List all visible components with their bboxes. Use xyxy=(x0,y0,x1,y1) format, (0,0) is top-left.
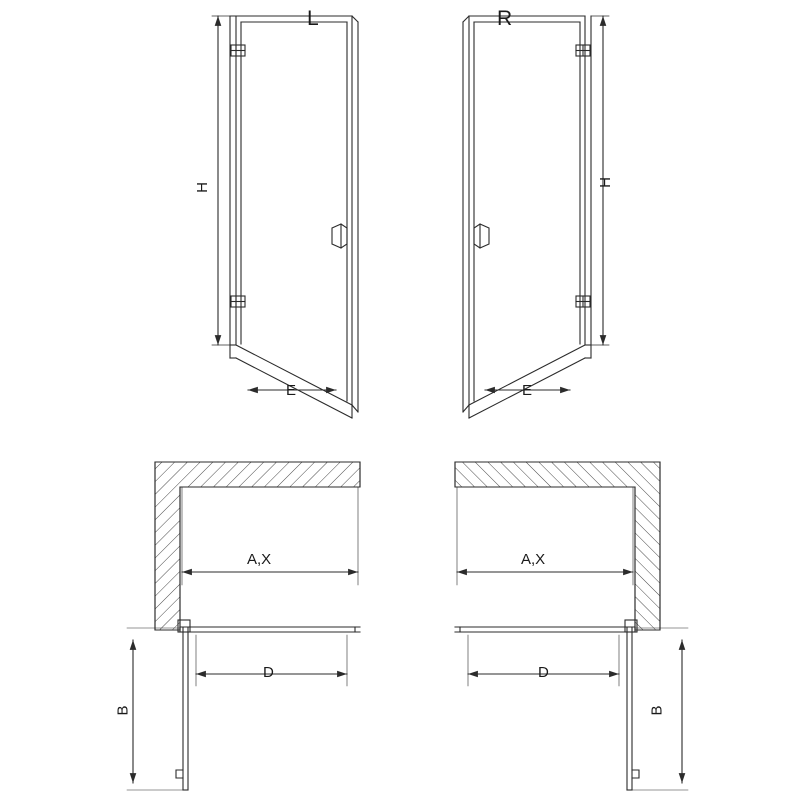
hand-label-left: L xyxy=(307,7,319,30)
height-label-left: H xyxy=(193,182,211,193)
front-view-left xyxy=(212,16,358,418)
plan-view-left xyxy=(127,462,360,790)
hinge-top-left xyxy=(231,45,245,56)
panel-width-label-left: E xyxy=(286,382,297,399)
door-width-label-right: D xyxy=(538,664,549,681)
hand-label-right: R xyxy=(497,7,513,30)
depth-label-right: B xyxy=(648,705,666,716)
dimension-ax-right xyxy=(457,487,633,585)
panel-width-label-right: E xyxy=(522,382,533,399)
hinge-bottom-right xyxy=(576,296,590,307)
hinge-top-right xyxy=(576,45,590,56)
opening-label-right: A,X xyxy=(521,551,546,568)
door-width-label-left: D xyxy=(263,664,274,681)
dimension-ax-left xyxy=(182,487,358,585)
depth-label-left: B xyxy=(114,705,132,716)
handle-right xyxy=(474,224,489,248)
front-view-right xyxy=(463,16,609,418)
opening-label-left: A,X xyxy=(247,551,272,568)
handle-left xyxy=(332,224,347,248)
hinge-bottom-left xyxy=(231,296,245,307)
plan-view-right xyxy=(455,462,688,790)
height-label-right: H xyxy=(596,177,614,188)
dimension-b-left xyxy=(127,628,183,790)
